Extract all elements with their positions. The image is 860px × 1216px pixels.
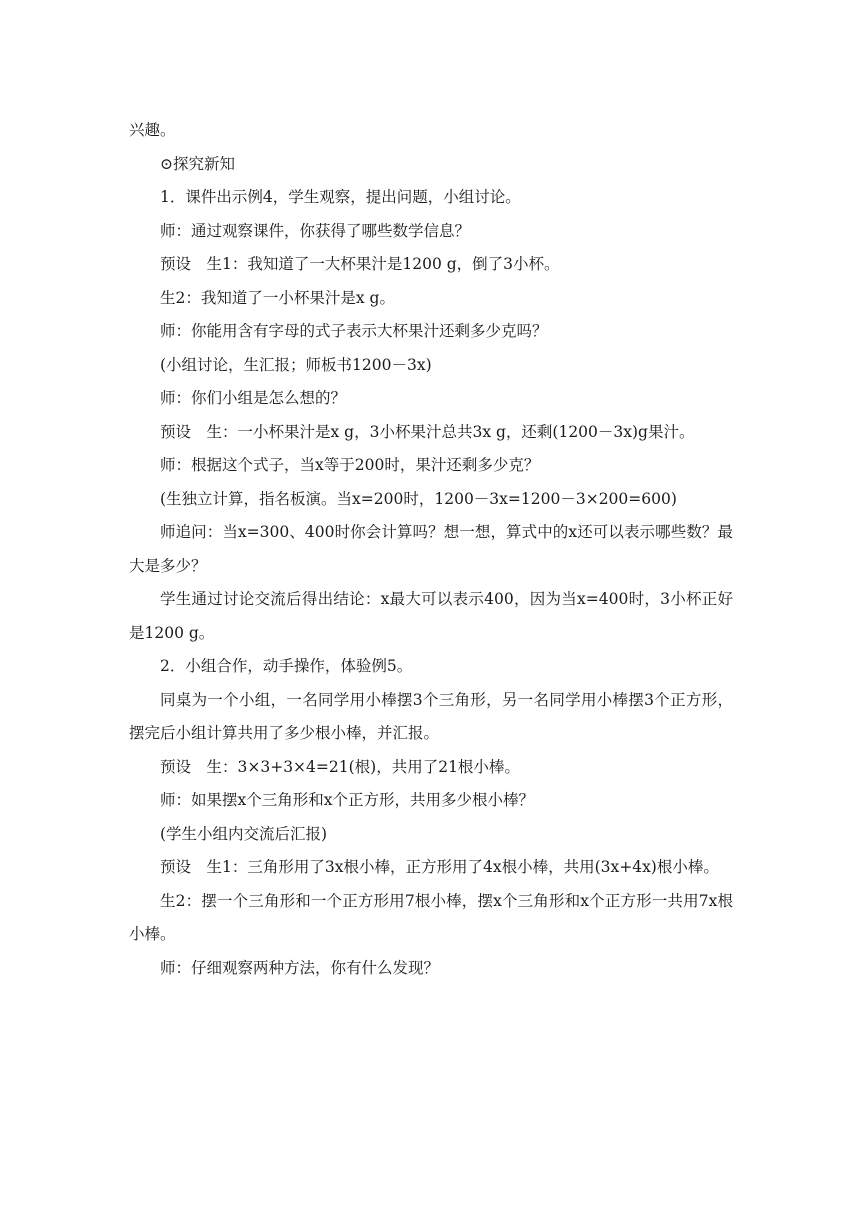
teacher-question: 师追问：当x=300、400时你会计算吗？想一想，算式中的x还可以表示哪些数？最大是多少？: [129, 523, 733, 575]
teacher-question: 师：通过观察课件，你获得了哪些数学信息？: [160, 221, 471, 240]
classroom-note: (学生小组内交流后汇报): [160, 824, 328, 843]
student-answer: 生2：摆一个三角形和一个正方形用7根小棒，摆x个三角形和x个正方形一共用7x根小棒。: [129, 891, 733, 943]
student-answer: 预设 生：一小杯果汁是x g，3小杯果汁总共3x g，还剩(1200－3x)g果汁。: [160, 422, 695, 441]
activity-description: 同桌为一个小组，一名同学用小棒摆3个三角形，另一名同学用小棒摆3个正方形，摆完后小组计算共用了多少根小棒，并汇报。: [129, 690, 733, 742]
classroom-note: (小组讨论，生汇报；师板书1200－3x): [160, 355, 432, 374]
step-1-heading: 1．课件出示例4，学生观察，提出问题，小组讨论。: [160, 188, 521, 206]
step-2-heading: 2．小组合作，动手操作，体验例5。: [160, 657, 413, 675]
teacher-question: 师：你能用含有字母的式子表示大杯果汁还剩多少克吗？: [160, 322, 548, 340]
teacher-question: 师：根据这个式子，当x等于200时，果汁还剩多少克？: [160, 456, 540, 474]
student-answer: 预设 生1：我知道了一大杯果汁是1200 g，倒了3小杯。: [160, 255, 560, 273]
teacher-question: 师：仔细观察两种方法，你有什么发现？: [160, 958, 440, 977]
document-body: [129, 114, 733, 985]
conclusion: 学生通过讨论交流后得出结论：x最大可以表示400，因为当x=400时，3小杯正好是1200 g。: [129, 590, 733, 642]
section-heading-explore: ⊙探究新知: [160, 154, 235, 173]
paragraph-continuation: 兴趣。: [129, 121, 176, 139]
teacher-question: 师：如果摆x个三角形和x个正方形，共用多少根小棒？: [160, 791, 534, 809]
student-answer: 预设 生1：三角形用了3x根小棒，正方形用了4x根小棒，共用(3x+4x)根小棒。: [160, 858, 719, 876]
student-answer: 预设 生：3×3+3×4=21(根)，共用了21根小棒。: [160, 757, 520, 776]
student-answer: 生2：我知道了一小杯果汁是x g。: [160, 288, 395, 307]
teacher-question: 师：你们小组是怎么想的？: [160, 389, 347, 407]
classroom-note: (生独立计算，指名板演。当x=200时，1200－3x=1200－3×200=600): [160, 489, 677, 508]
